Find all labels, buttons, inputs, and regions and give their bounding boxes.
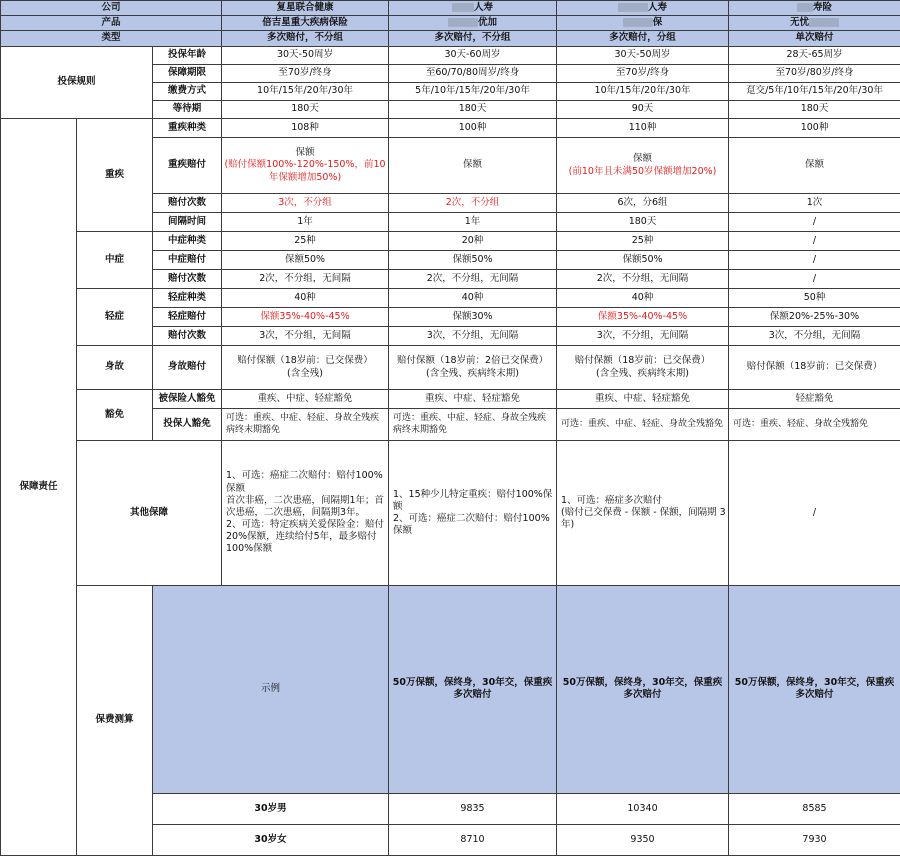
- cell: [557, 346, 729, 390]
- company-row: [1, 1, 900, 16]
- redacted-mark: [623, 18, 653, 27]
- cell: 至70岁/终身: [557, 65, 729, 83]
- cell: 至70岁/终身: [222, 65, 389, 83]
- row-label: 保障期限: [153, 65, 222, 83]
- cell: [729, 138, 900, 194]
- cell-line: 保额: [391, 159, 554, 171]
- cell: 110种: [557, 119, 729, 138]
- cell: [389, 138, 557, 194]
- death-label: 身故: [77, 346, 153, 390]
- product-name: 优加: [389, 16, 557, 31]
- row-label: 重疾种类: [153, 119, 222, 138]
- cell: 重疾、中症、轻症豁免: [222, 390, 389, 409]
- row-label: 间隔时间: [153, 213, 222, 232]
- redacted-mark: [452, 3, 474, 12]
- product-row: [1, 16, 900, 31]
- product-name: 倍吉星重大疾病保险: [222, 16, 389, 31]
- critical-label: 重疾: [77, 119, 153, 232]
- product-label: 产品: [1, 16, 222, 31]
- cell: 保额35%-40%-45%: [222, 308, 389, 327]
- cell: 可选：重疾、轻症、身故全残豁免: [729, 409, 900, 441]
- cell: [557, 138, 729, 194]
- moderate-label: 中症: [77, 232, 153, 289]
- cell: 8585: [729, 793, 900, 824]
- cell: 28天-65周岁: [729, 47, 900, 65]
- cell-line: 保额: [731, 159, 898, 171]
- cell: 10340: [557, 793, 729, 824]
- cell-line: 赔付保额（18岁前：已交保费）: [559, 355, 726, 367]
- cell-line: 赔付保额（18岁前：2倍已交保费）: [391, 355, 554, 367]
- cell: 7930: [729, 824, 900, 855]
- table-row: [1, 289, 900, 308]
- cell: 100种: [389, 119, 557, 138]
- cell: [389, 346, 557, 390]
- company-name: 复星联合健康: [222, 1, 389, 16]
- cell: 180天: [729, 101, 900, 119]
- type-value: 多次赔付，不分组: [222, 31, 389, 47]
- cell: 1年: [222, 213, 389, 232]
- cell: 3次，不分组，无间隔: [729, 327, 900, 346]
- redacted-mark: [618, 3, 648, 12]
- premium-group-label: 保费测算: [77, 586, 153, 856]
- cell: 5年/10年/15年/20年/30年: [389, 83, 557, 101]
- cell: 25种: [557, 232, 729, 251]
- row-label: 投保人豁免: [153, 409, 222, 441]
- row-label: 轻症种类: [153, 289, 222, 308]
- cell: 可选：重疾、中症、轻症、身故全残疾病终末期豁免: [222, 409, 389, 441]
- cell: 25种: [222, 232, 389, 251]
- cell: 6次，分6组: [557, 194, 729, 213]
- row-label: 中症种类: [153, 232, 222, 251]
- cell: 1、可选：癌症二次赔付：赔付100%保额 首次非癌，二次患癌，间隔期1年；首次患癌，二次患癌，间隔期3年。 2、可选：特定疾病关爱保险金：赔付20%保额，连续给付5年，最多赔付100%保额: [222, 441, 389, 586]
- cell: 20种: [389, 232, 557, 251]
- cell: 保额20%-25%-30%: [729, 308, 900, 327]
- company-name: 寿险: [729, 1, 900, 16]
- cell: 2次，不分组，无间隔: [389, 270, 557, 289]
- table-row: [1, 390, 900, 409]
- cell: 30天-50周岁: [222, 47, 389, 65]
- cell-note: (前10年且未满50岁保额增加20%): [559, 166, 726, 178]
- row-label: 投保年龄: [153, 47, 222, 65]
- row-label: 赔付次数: [153, 194, 222, 213]
- cell: 2次，不分组: [389, 194, 557, 213]
- cell-line: 赔付保额（18岁前：已交保费）: [731, 361, 898, 373]
- cell-line: 保额: [224, 147, 386, 159]
- cell: [222, 138, 389, 194]
- cell: 40种: [557, 289, 729, 308]
- cell: /: [729, 251, 900, 270]
- cell-note: (含全残): [224, 368, 386, 380]
- row-label: 被保险人豁免: [153, 390, 222, 409]
- cell: 40种: [222, 289, 389, 308]
- cell: 30天-50周岁: [557, 47, 729, 65]
- cell: 重疾、中症、轻症豁免: [389, 390, 557, 409]
- cell: 90天: [557, 101, 729, 119]
- cell: 3次，不分组，无间隔: [222, 327, 389, 346]
- cell: 至60/70/80周岁/终身: [389, 65, 557, 83]
- row-label: 30岁男: [153, 793, 389, 824]
- cell: 1次: [729, 194, 900, 213]
- cell: 2次，不分组，无间隔: [557, 270, 729, 289]
- table-row: [1, 441, 900, 586]
- cell: 50种: [729, 289, 900, 308]
- type-value: 多次赔付，分组: [557, 31, 729, 47]
- cell: 1、可选：癌症多次赔付 (赔付已交保费 - 保额 - 保额，间隔期 3 年): [557, 441, 729, 586]
- cell-note: (含全残、疾病终末期): [559, 368, 726, 380]
- cell: 9835: [389, 793, 557, 824]
- row-label: 示例: [153, 586, 389, 794]
- cell: 保额50%: [222, 251, 389, 270]
- cell: 可选：重疾、中症、轻症、身故全残豁免: [557, 409, 729, 441]
- cell: 8710: [389, 824, 557, 855]
- type-value: 多次赔付，不分组: [389, 31, 557, 47]
- row-label: 赔付次数: [153, 327, 222, 346]
- cell: 30天-60周岁: [389, 47, 557, 65]
- mild-label: 轻症: [77, 289, 153, 346]
- company-name: 人寿: [557, 1, 729, 16]
- company-label: 公司: [1, 1, 222, 16]
- cell: 3次，不分组: [222, 194, 389, 213]
- table-row: [1, 586, 900, 794]
- row-label: 轻症赔付: [153, 308, 222, 327]
- table-row: [1, 346, 900, 390]
- table-row: [1, 47, 900, 65]
- product-name: 无忧: [729, 16, 900, 31]
- table-row: [1, 119, 900, 138]
- cell-line: 保额: [559, 153, 726, 165]
- cell-note: (赔付保额100%-120%-150%，前10年保额增加50%): [224, 159, 386, 183]
- cell: 10年/15年/20年/30年: [557, 83, 729, 101]
- cell: [222, 346, 389, 390]
- cell: 趸交/5年/10年/15年/20年/30年: [729, 83, 900, 101]
- product-name: 保: [557, 16, 729, 31]
- cell: /: [729, 270, 900, 289]
- cell: /: [729, 441, 900, 586]
- cell: 保额50%: [557, 251, 729, 270]
- row-label: 中症赔付: [153, 251, 222, 270]
- cell: /: [729, 213, 900, 232]
- cell-note: (含全残、疾病终末期): [391, 368, 554, 380]
- cell: 50万保额，保终身，30年交，保重疾多次赔付: [729, 586, 900, 794]
- cell: 保额30%: [389, 308, 557, 327]
- cell: 50万保额，保终身，30年交，保重疾多次赔付: [557, 586, 729, 794]
- cell: [729, 346, 900, 390]
- type-row: [1, 31, 900, 47]
- type-value: 单次赔付: [729, 31, 900, 47]
- cell: 9350: [557, 824, 729, 855]
- row-label: 重疾赔付: [153, 138, 222, 194]
- cell: 180天: [557, 213, 729, 232]
- waiver-label: 豁免: [77, 390, 153, 441]
- company-name: 人寿: [389, 1, 557, 16]
- cell: /: [729, 232, 900, 251]
- redacted-mark: [809, 18, 839, 27]
- cell: 3次，不分组，无间隔: [389, 327, 557, 346]
- cell: 10年/15年/20年/30年: [222, 83, 389, 101]
- cell: 可选：重疾、中症、轻症、身故全残疾病终末期豁免: [389, 409, 557, 441]
- cell: 50万保额，保终身，30年交，保重疾多次赔付: [389, 586, 557, 794]
- cell: 至70岁/80岁/终身: [729, 65, 900, 83]
- cell-line: 赔付保额（18岁前：已交保费）: [224, 355, 386, 367]
- cell: 保额50%: [389, 251, 557, 270]
- cell: 108种: [222, 119, 389, 138]
- coverage-group-label: 保障责任: [1, 119, 77, 856]
- cell: 180天: [222, 101, 389, 119]
- redacted-mark: [797, 3, 813, 12]
- cell: 保额35%-40%-45%: [557, 308, 729, 327]
- rules-group-label: 投保规则: [1, 47, 153, 119]
- redacted-mark: [448, 18, 478, 27]
- cell: 180天: [389, 101, 557, 119]
- type-label: 类型: [1, 31, 222, 47]
- other-label: 其他保障: [77, 441, 222, 586]
- row-label: 缴费方式: [153, 83, 222, 101]
- cell: 100种: [729, 119, 900, 138]
- row-label: 等待期: [153, 101, 222, 119]
- row-label: 身故赔付: [153, 346, 222, 390]
- cell: 轻症豁免: [729, 390, 900, 409]
- cell: 重疾、中症、轻症豁免: [557, 390, 729, 409]
- cell: 2次，不分组，无间隔: [222, 270, 389, 289]
- cell: 40种: [389, 289, 557, 308]
- row-label: 赔付次数: [153, 270, 222, 289]
- cell: 1、15种少儿特定重疾：赔付100%保额 2、可选：癌症二次赔付：赔付100%保额: [389, 441, 557, 586]
- table-row: [1, 232, 900, 251]
- cell: 3次，不分组，无间隔: [557, 327, 729, 346]
- row-label: 30岁女: [153, 824, 389, 855]
- cell: 1年: [389, 213, 557, 232]
